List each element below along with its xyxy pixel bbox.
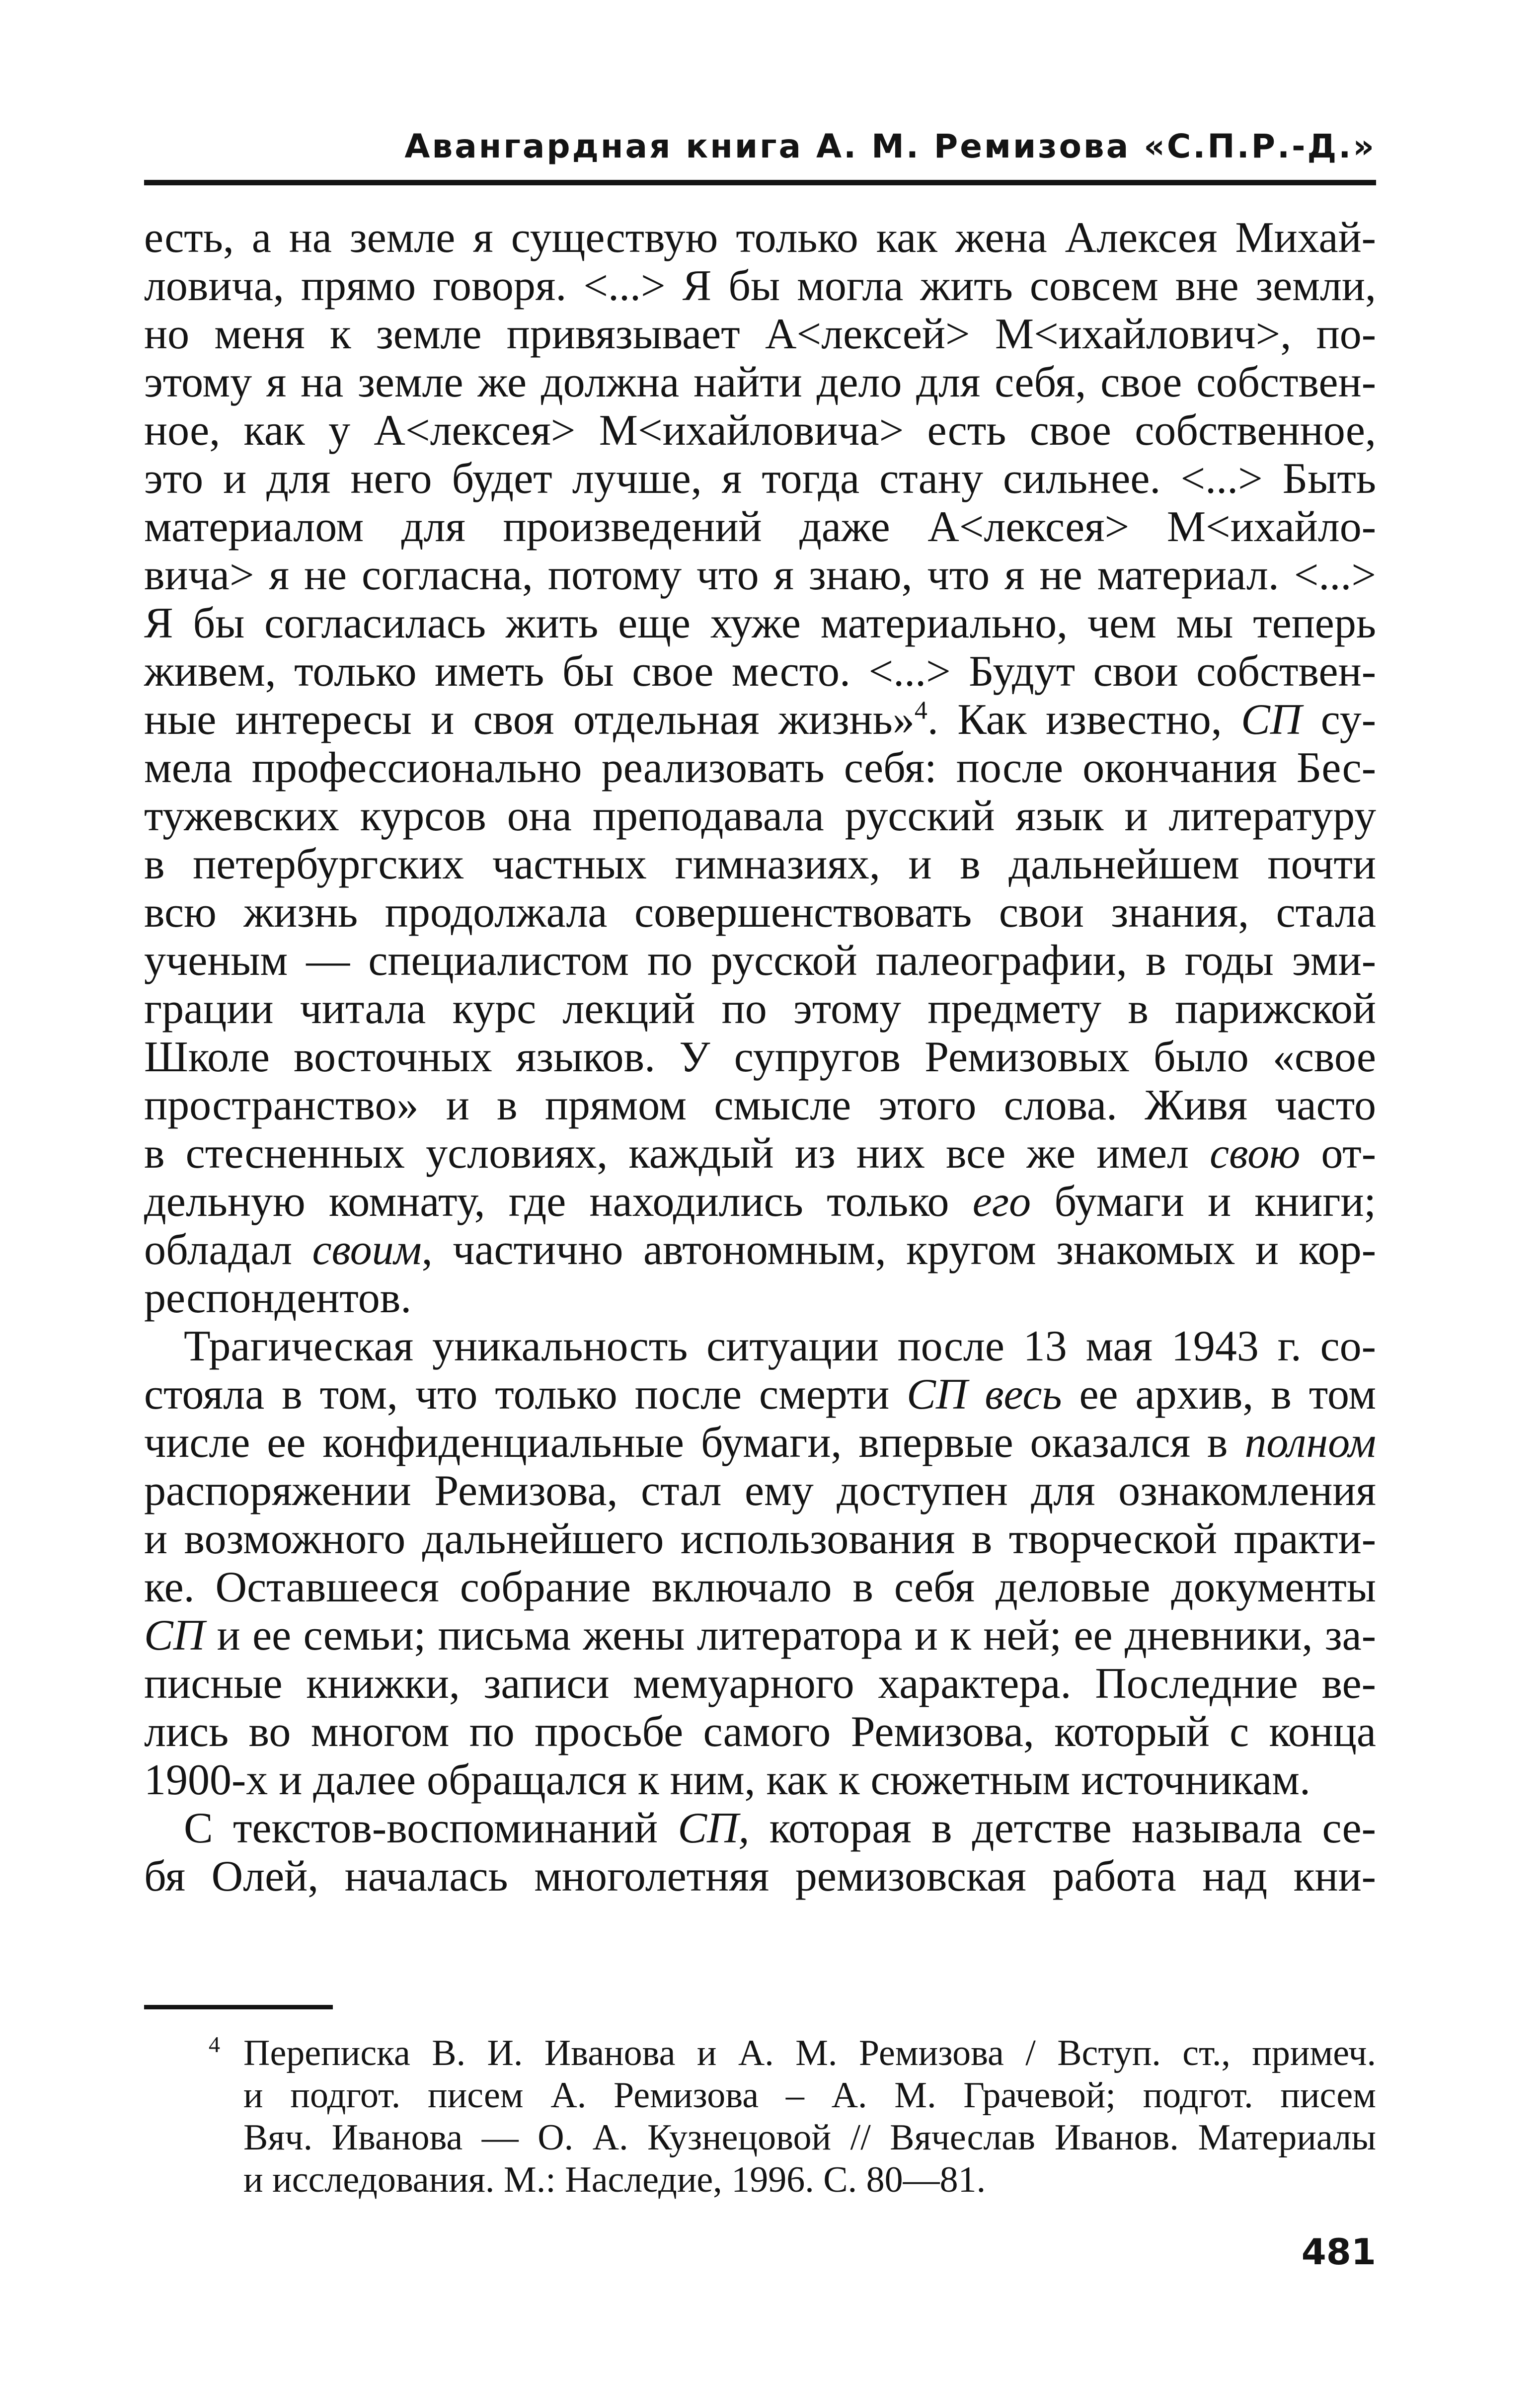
text-line: ке. Оставшееся собрание включало в себя деловые документы (144, 1563, 1376, 1611)
header-rule (144, 180, 1376, 185)
text-line: пространство» и в прямом смысле этого слова. Живя часто (144, 1081, 1376, 1129)
text-line: этому я на земле же должна найти дело для себя, свое собствен- (144, 358, 1376, 406)
text-line: Школе восточных языков. У супругов Ремизовых было «свое (144, 1033, 1376, 1081)
text-line: мела профессионально реализовать себя: после окончания Бес- (144, 744, 1376, 792)
text-line: в стесненных условиях, каждый из них все же имел свою от- (144, 1129, 1376, 1178)
text-line: распоряжении Ремизова, стал ему доступен для ознакомления (144, 1467, 1376, 1515)
text-line: 1900-х и далее обращался к ним, как к сюжетным источникам. (144, 1756, 1310, 1804)
footnote-line: и подгот. писем А. Ремизова – А. М. Грачевой; подгот. писем (243, 2075, 1376, 2116)
text-line: вича> я не согласна, потому что я знаю, что я не материал. <...> (144, 551, 1376, 599)
text-line: СП и ее семьи; письма жены литератора и к ней; ее дневники, за- (144, 1611, 1376, 1660)
text-line: Я бы согласилась жить еще хуже материально, чем мы теперь (144, 599, 1376, 647)
text-line: обладал своим, частично автономным, кругом знакомых и кор- (144, 1226, 1377, 1274)
text-line: есть, а на земле я существую только как жена Алексея Михай- (144, 214, 1376, 262)
text-line: стояла в том, что только после смерти СП весь ее архив, в том (144, 1370, 1377, 1419)
text-line: ученым — специалистом по русской палеографии, в годы эми- (144, 937, 1376, 985)
footnote-line: 4 Переписка В. И. Иванова и А. М. Ремизова / Вступ. ст., примеч. (144, 2032, 1376, 2074)
text-line: бя Олей, началась многолетняя ремизовская работа над кни- (144, 1852, 1376, 1901)
text-line: это и для него будет лучше, я тогда стану сильнее. <...> Быть (144, 455, 1376, 503)
footnote-marker: 4 (209, 2032, 220, 2057)
text-line: живем, только иметь бы свое место. <...> Будут свои собствен- (144, 647, 1376, 696)
footnote-line: Вяч. Иванова — О. А. Кузнецовой // Вячеслав Иванов. Материалы (243, 2117, 1376, 2158)
footnote-rule (144, 2005, 333, 2009)
text-line: и возможного дальнейшего использования в творческой практи- (144, 1515, 1376, 1563)
footnote (144, 2032, 1376, 2201)
text-line: дельную комнату, где находились только его бумаги и книги; (144, 1178, 1376, 1226)
footnote-ref[interactable]: 4 (914, 696, 927, 725)
text-line: лись во многом по просьбе самого Ремизова, который с конца (144, 1708, 1376, 1756)
text-line: всю жизнь продолжала совершенствовать свои знания, стала (144, 888, 1376, 937)
text-line: Трагическая уникальность ситуации после 13 мая 1943 г. со- (184, 1322, 1376, 1370)
text-line: числе ее конфиденциальные бумаги, впервые оказался в полном (144, 1419, 1376, 1467)
text-line: респондентов. (144, 1274, 412, 1322)
main-text (144, 214, 1376, 1901)
text-line: ловича, прямо говоря. <...> Я бы могла жить совсем вне земли, (144, 262, 1376, 310)
text-line: ное, как у А<лексея> М<ихайловича> есть свое собственное, (144, 406, 1376, 455)
text-line: но меня к земле привязывает А<лексей> М<ихайлович>, по- (144, 310, 1376, 358)
page-number: 481 (1301, 2231, 1376, 2273)
text-line: материалом для произведений даже А<лексея> М<ихайло- (144, 503, 1376, 551)
text-line: С текстов-воспоминаний СП, которая в детстве называла се- (184, 1804, 1376, 1852)
text-line: писные книжки, записи мемуарного характера. Последние ве- (144, 1660, 1376, 1708)
text-line: в петербургских частных гимназиях, и в дальнейшем почти (144, 840, 1376, 888)
footnote-line: и исследования. М.: Наследие, 1996. С. 80—81. (243, 2159, 986, 2200)
text-line: грации читала курс лекций по этому предмету в парижской (144, 985, 1376, 1033)
text-line: ные интересы и своя отдельная жизнь»$^4$. Как известно, СП су- (144, 696, 1376, 744)
text-line: тужевских курсов она преподавала русский язык и литературу (144, 792, 1376, 840)
running-head: Авангардная книга А. М. Ремизова «С.П.Р.-Д.» (404, 127, 1376, 165)
